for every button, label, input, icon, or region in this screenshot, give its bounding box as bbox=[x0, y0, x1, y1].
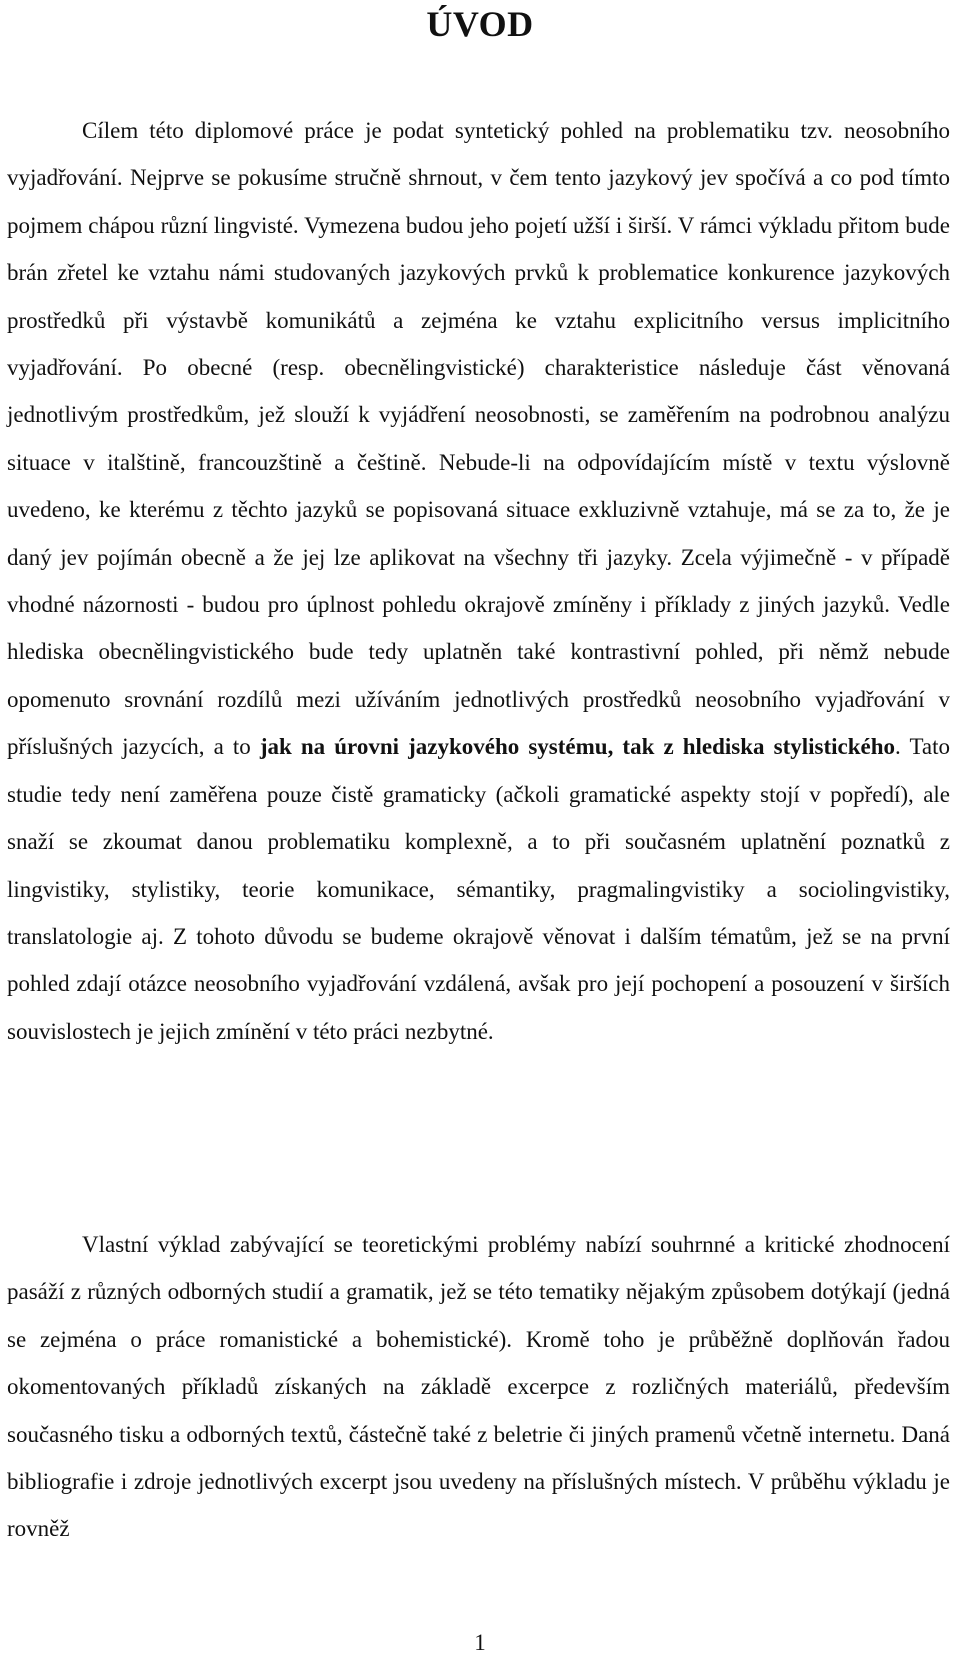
paragraph-text-end: . Tato studie tedy není zaměřena pouze čistě gramaticky (ačkoli gramatické aspekty stojí v popředí), ale snaží se zkoumat danou problematiku komplexně, a to při současném uplatnění poznatků z lingvistiky, stylistiky, teorie komunikace, sémantiky, pragmalingvistiky a sociolingvistiky, translatologie aj. Z tohoto důvodu se budeme okrajově věnovat i dalším tématům, jež se na první pohled zdají otázce neosobního vyjadřování vzdálená, avšak pro její pochopení a posouzení v širších souvislostech je jejich zmínění v této práci nezbytné. bbox=[7, 734, 950, 1044]
page-title: ÚVOD bbox=[426, 4, 534, 44]
paragraph-text: Vlastní výklad zabývající se teoretickými problémy nabízí souhrnné a kritické zhodnocení pasáží z různých odborných studií a gramatik, jež se této tematiky nějakým způsobem dotýkají (jedná se zejména o práce romanistické a bohemistické). Kromě toho je průběžně doplňován řadou okomentovaných příkladů získaných na základě excerpce z rozličných materiálů, především současného tisku a odborných textů, částečně také z beletrie či jiných pramenů včetně internetu. Daná bibliografie i zdroje jednotlivých excerpt jsou uvedeny na příslušných místech. V průběhu výkladu je rovněž bbox=[7, 1232, 950, 1542]
page-number: 1 bbox=[474, 1630, 486, 1655]
paragraph-bold-phrase: jak na úrovni jazykového systému, tak z hlediska stylistického bbox=[259, 734, 896, 760]
paragraph-text-start: Cílem této diplomové práce je podat syntetický pohled na problematiku tzv. neosobního vyjadřování. Nejprve se pokusíme stručně shrnout, v čem tento jazykový jev spočívá a co pod tímto pojmem chápou různí lingvisté. Vymezena budou jeho pojetí užší i širší. V rámci výkladu přitom bude brán zřetel ke vztahu námi studovaných jazykových prvků k problematice konkurence jazykových prostředků při výstavbě komunikátů a zejména ke vztahu explicitního versus implicitního vyjadřování. Po obecné (resp. obecnělingvistické) charakteristice následuje část věnovaná jednotlivým prostředkům, jež slouží k vyjádření neosobnosti, se zaměřením na podrobnou analýzu situace v italštině, francouzštině a češtině. Nebude-li na odpovídajícím místě v textu výslovně uvedeno, ke kterému z těchto jazyků se popisovaná situace exkluzivně vztahuje, má se za to, že je daný jev pojímán obecně a že jej lze aplikovat na všechny tři jazyky. Zcela výjimečně - v případě vhodné názornosti - budou pro úplnost pohledu okrajově zmíněny i příklady z jiných jazyků. Vedle hlediska obecnělingvistického bude tedy uplatněn také kontrastivní pohled, při němž nebude opomenuto srovnání rozdílů mezi užíváním jednotlivých prostředků neosobního vyjadřování v příslušných jazycích, a to bbox=[7, 118, 950, 760]
paragraph-method bbox=[7, 1221, 950, 1553]
paragraph-intro bbox=[7, 107, 950, 1055]
